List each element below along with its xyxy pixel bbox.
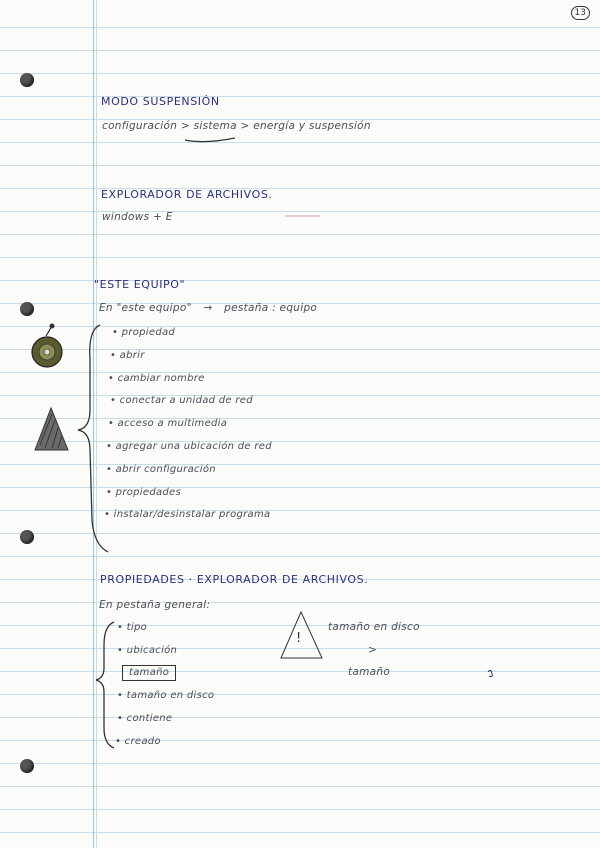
heading-explorador: EXPLORADOR DE ARCHIVOS.	[101, 188, 273, 201]
heading-propiedades: PROPIEDADES · EXPLORADOR DE ARCHIVOS.	[100, 573, 369, 586]
underline-sistema	[185, 138, 235, 142]
small-ink-mark	[488, 670, 492, 676]
intro-text: En "este equipo"	[99, 302, 192, 314]
path-energia: energía	[253, 120, 296, 132]
brace-este-equipo	[78, 325, 108, 552]
list-item: • acceso a multimedia	[108, 418, 228, 429]
warning-mark: !	[296, 631, 302, 646]
note-greater-than: >	[368, 644, 378, 656]
list-item: • creado	[115, 736, 161, 747]
shortcut-text: windows + E	[102, 211, 173, 223]
list-item: • abrir	[110, 350, 145, 361]
arrow-right-icon: →	[203, 302, 213, 314]
list-item: • cambiar nombre	[108, 373, 205, 384]
brace-propiedades	[96, 622, 114, 748]
list-item: • propiedad	[112, 327, 176, 338]
list-item: • instalar/desinstalar programa	[104, 509, 271, 520]
list-item: • tipo	[117, 622, 148, 633]
list-item: • contiene	[117, 713, 173, 724]
path-y: y	[298, 120, 306, 132]
intro-target: pestaña : equipo	[224, 302, 318, 314]
path-sistema: sistema	[193, 120, 237, 132]
path-suspension: suspensión	[309, 120, 371, 132]
list-item: • agregar una ubicación de red	[106, 441, 272, 452]
note-tamano-en-disco: tamaño en disco	[328, 621, 420, 633]
list-item: • propiedades	[106, 487, 182, 498]
heading-este-equipo: "ESTE EQUIPO"	[94, 278, 186, 291]
boxed-list-item: tamaño	[122, 665, 176, 681]
list-item: • tamaño en disco	[117, 690, 215, 701]
note-tamano: tamaño	[348, 666, 391, 678]
heading-modo-suspension: MODO SUSPENSIÓN	[101, 95, 220, 108]
path-separator: >	[180, 120, 190, 132]
list-item: • ubicación	[117, 645, 178, 656]
warning-triangle-icon	[281, 612, 322, 658]
shaded-triangle-icon	[35, 408, 68, 450]
list-item: • conectar a unidad de red	[110, 395, 253, 406]
propiedades-intro: En pestaña general:	[99, 599, 211, 611]
path-separator: >	[240, 120, 250, 132]
page-number: 13	[571, 6, 590, 20]
disc-icon	[32, 324, 62, 368]
path-configuracion: configuración	[102, 120, 178, 132]
list-item: • abrir configuración	[106, 464, 216, 475]
